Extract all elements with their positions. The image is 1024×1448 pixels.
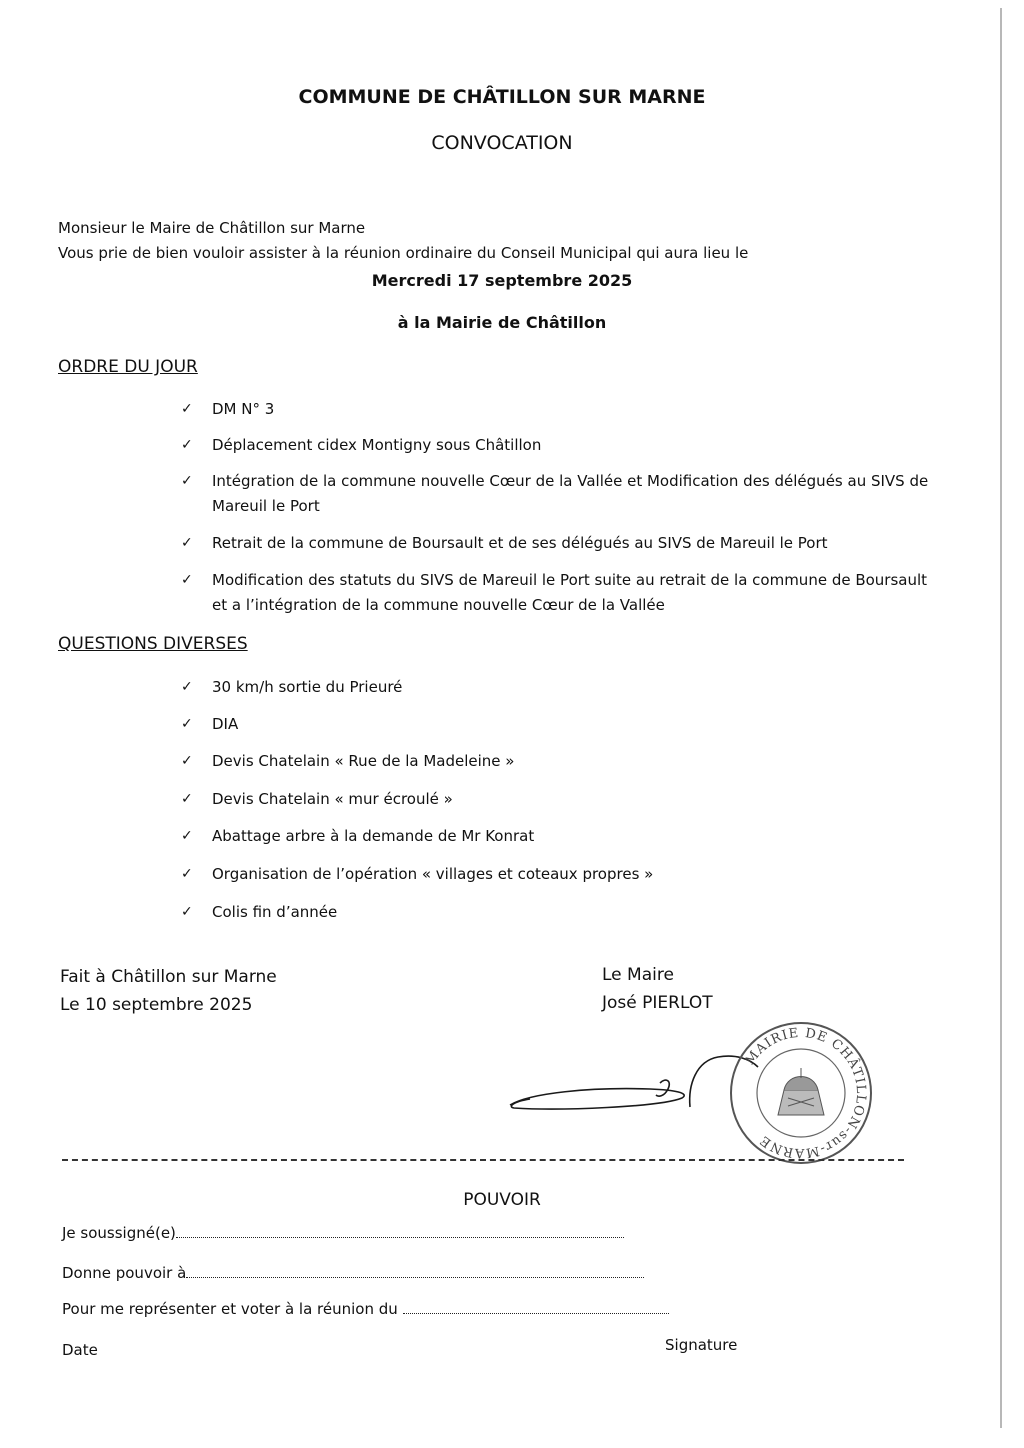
question-item-text: Devis Chatelain « Rue de la Madeleine »: [212, 752, 515, 770]
check-icon: ✓: [181, 904, 193, 920]
check-icon: ✓: [181, 473, 193, 489]
proxy-undersigned-line: [62, 1224, 624, 1242]
gives-power-fill-field[interactable]: [186, 1265, 644, 1278]
seal-text: MAIRIE DE CHÂTILLON-sur-MARNE: [742, 1025, 869, 1161]
meeting-date-fill-field[interactable]: [403, 1301, 669, 1314]
proxy-signature-label: Signature: [665, 1336, 738, 1354]
check-icon: ✓: [181, 679, 193, 695]
handwritten-signature: [500, 1045, 760, 1125]
check-icon: ✓: [181, 866, 193, 882]
agenda-heading: ORDRE DU JOUR: [58, 357, 198, 377]
page-edge-scan-line: [1000, 8, 1002, 1428]
document-title: COMMUNE DE CHÂTILLON SUR MARNE: [298, 86, 706, 108]
proxy-date-label: Date: [62, 1341, 98, 1359]
question-item-text: Devis Chatelain « mur écroulé »: [212, 790, 453, 808]
proxy-title: POUVOIR: [463, 1190, 541, 1210]
meeting-place: à la Mairie de Châtillon: [397, 313, 607, 332]
question-item-text: Organisation de l’opération « villages et coteaux propres »: [212, 865, 654, 883]
cut-line-divider: [62, 1159, 904, 1161]
proxy-gives-power-label: Donne pouvoir à: [62, 1264, 187, 1282]
check-icon: ✓: [181, 753, 193, 769]
question-item-text: Colis fin d’année: [212, 903, 338, 921]
question-item-text: Abattage arbre à la demande de Mr Konrat: [212, 827, 535, 845]
agenda-item-text: Intégration de la commune nouvelle Cœur de la Vallée et Modification des délégués au SIVS de Mareuil le Port: [212, 472, 929, 515]
intro-line-2: Vous prie de bien vouloir assister à la réunion ordinaire du Conseil Municipal qui aura lieu le: [58, 244, 749, 262]
mayor-name: José PIERLOT: [602, 993, 713, 1013]
document-subtitle: CONVOCATION: [431, 132, 573, 154]
check-icon: ✓: [181, 716, 193, 732]
questions-heading: QUESTIONS DIVERSES: [58, 634, 248, 654]
agenda-item-text: Retrait de la commune de Boursault et de ses délégués au SIVS de Mareuil le Port: [212, 534, 828, 552]
check-icon: ✓: [181, 572, 193, 588]
check-icon: ✓: [181, 535, 193, 551]
town-hall-seal: [728, 1020, 874, 1166]
proxy-gives-power-line: [62, 1264, 644, 1282]
footer-date: Le 10 septembre 2025: [60, 995, 253, 1015]
question-item-text: 30 km/h sortie du Prieuré: [212, 678, 403, 696]
question-item-text: DIA: [212, 715, 239, 733]
agenda-item-text: DM N° 3: [212, 400, 275, 418]
proxy-undersigned-label: Je soussigné(e): [62, 1224, 176, 1242]
proxy-represent-line: [62, 1300, 669, 1318]
proxy-represent-label: Pour me représenter et voter à la réunion du: [62, 1300, 398, 1318]
agenda-item-text: Modification des statuts du SIVS de Mareuil le Port suite au retrait de la commune de Boursault et a l’intégration de la commune nouvelle Cœur de la Vallée: [212, 571, 928, 614]
check-icon: ✓: [181, 791, 193, 807]
check-icon: ✓: [181, 828, 193, 844]
mayor-role: Le Maire: [602, 965, 674, 985]
footer-place: Fait à Châtillon sur Marne: [60, 967, 277, 987]
undersigned-fill-field[interactable]: [176, 1225, 624, 1238]
agenda-item-text: Déplacement cidex Montigny sous Châtillon: [212, 436, 542, 454]
check-icon: ✓: [181, 401, 193, 417]
intro-line-1: Monsieur le Maire de Châtillon sur Marne: [58, 219, 366, 237]
meeting-date: Mercredi 17 septembre 2025: [371, 271, 633, 290]
check-icon: ✓: [181, 437, 193, 453]
